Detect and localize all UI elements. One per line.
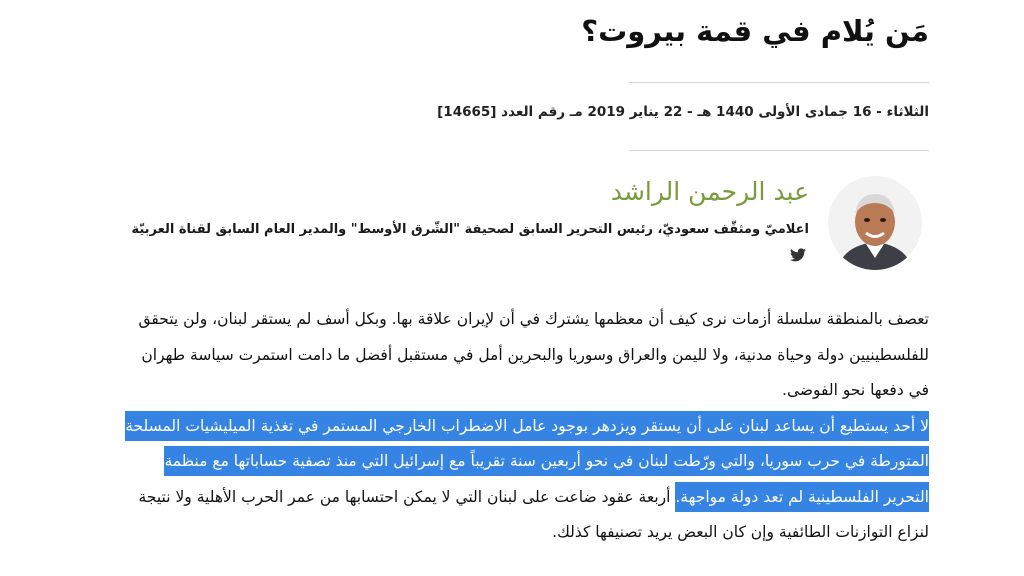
author-name[interactable]: عبد الرحمن الراشد	[610, 177, 809, 206]
paragraph-line: أربعة عقود ضاعت على لبنان التي لا يمكن احتسابها من عمر الحرب الأهلية ولا نتيجة	[138, 487, 676, 506]
author-avatar[interactable]	[828, 176, 922, 270]
selected-text[interactable]: التحرير الفلسطينية لم تعد دولة مواجهة.	[675, 482, 929, 512]
paragraph-line: تعصف بالمنطقة سلسلة أزمات نرى كيف أن معظمها يشترك في أن لإيران علاقة بها. وبكل أسف لم يستقر لبنان، ولن يتحقق	[138, 310, 929, 328]
selected-text[interactable]: المتورطة في حرب سوريا، والتي ورّطت لبنان في نحو أربعين سنة تقريباً مع إسرائيل التي منذ تصفية حساباتها مع منظمة	[164, 446, 929, 476]
paragraph-line: في دفعها نحو الفوضى.	[782, 381, 929, 399]
paragraph-line: لنزاع التوازنات الطائفية وإن كان البعض يريد تصنيفها كذلك.	[552, 523, 929, 541]
article-dateline: الثلاثاء - 16 جمادى الأولى 1440 هـ - 22 يناير 2019 مـ رقم العدد [14665]	[437, 104, 929, 120]
author-photo	[828, 176, 922, 270]
twitter-icon[interactable]	[790, 247, 806, 261]
article-paragraph	[29, 409, 929, 551]
paragraph-line: للفلسطينيين دولة وحياة مدنية، ولا لليمن والعراق وسوريا والبحرين أمل في مستقبل أفضل ما دامت استمرت سياسة طهران	[141, 345, 929, 364]
article-paragraph	[29, 302, 929, 409]
divider	[629, 150, 929, 151]
selected-text[interactable]: لا أحد يستطيع أن يساعد لبنان على أن يستقر ويزدهر بوجود عامل الاضطراب الخارجي المستمر في تغذية الميليشيات المسلحة	[125, 411, 929, 441]
article-title: مَن يُلام في قمة بيروت؟	[581, 14, 929, 48]
author-bio: اعلاميّ ومثقّف سعوديّ، رئيس التحرير السابق لصحيفة "الشّرق الأوسط" والمدير العام السابق لقناة العربيّة	[131, 222, 809, 237]
divider	[629, 82, 929, 83]
article-body	[29, 302, 929, 551]
